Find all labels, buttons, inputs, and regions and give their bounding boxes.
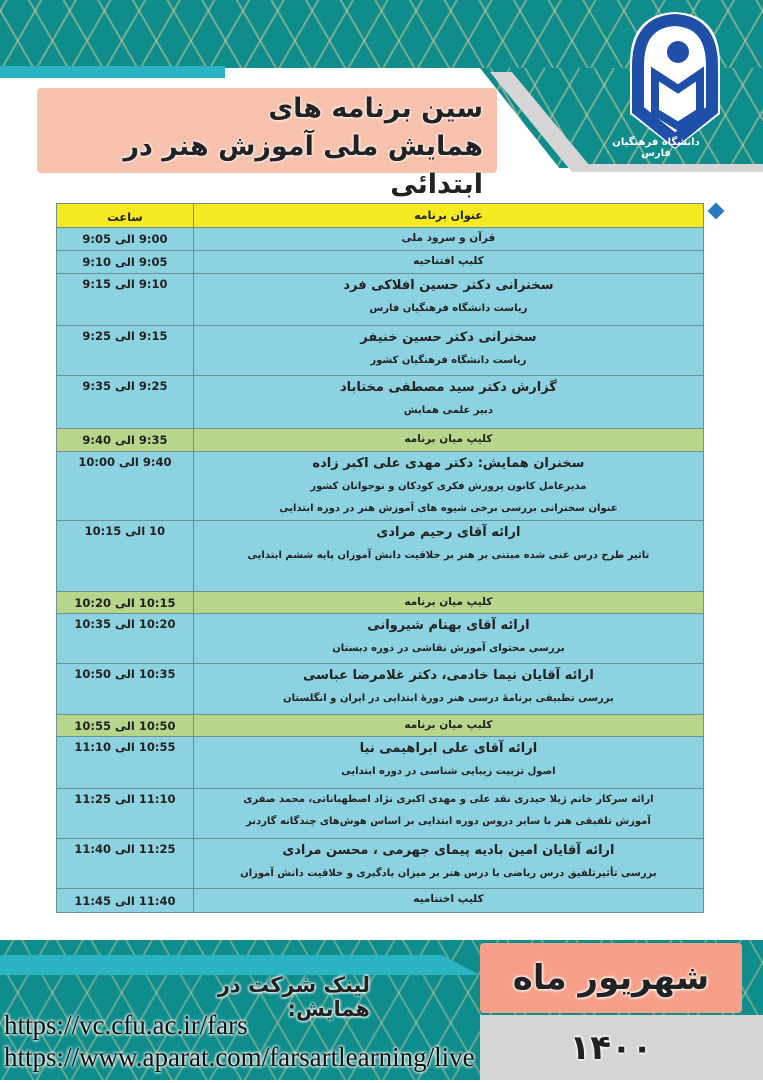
program-title-cell <box>193 228 703 251</box>
program-title-cell <box>193 376 703 429</box>
logo-caption: دانشگاه فرهنگیان فارس <box>612 137 700 159</box>
aparat-link[interactable]: https://www.aparat.com/farsartlearning/live <box>4 1042 475 1072</box>
time-cell: 9:25 الی 9:35 <box>57 376 194 429</box>
time-cell: 9:15 الی 9:25 <box>57 326 194 376</box>
program-title: ارائه آقای علی ابراهیمی نیا <box>359 741 538 756</box>
table-row <box>57 614 704 664</box>
program-subtitle: اصول تربیت زیبایی شناسی در دوره ابتدایی <box>341 766 556 777</box>
event-date: شهریور ماه ۱۴۰۰ <box>480 943 742 1013</box>
table-row <box>57 521 704 592</box>
table-row <box>57 251 704 274</box>
program-title-cell <box>193 452 703 521</box>
program-subtitle: تاثیر طرح درس غنی شده مبتنی بر هنر بر خلاقیت دانش آموزان پایه ششم ابتدایی <box>247 550 650 561</box>
program-title-cell <box>193 251 703 274</box>
time-cell: 10 الی 10:15 <box>57 521 194 592</box>
time-cell: 11:25 الی 11:40 <box>57 839 194 889</box>
time-cell: 11:40 الی 11:45 <box>57 889 194 913</box>
time-cell: 9:40 الی 10:00 <box>57 452 194 521</box>
table-row <box>57 376 704 429</box>
program-title-cell <box>193 664 703 715</box>
program-title-cell <box>193 889 703 913</box>
program-title: گزارش دکتر سید مصطفی مختاباد <box>339 380 557 395</box>
program-title: سخنرانی دکتر حسین افلاکی فرد <box>343 278 554 293</box>
program-subtitle: عنوان سخنرانی بررسی برخی شیوه های آموزش هنر در دوره ابتدایی <box>279 503 618 514</box>
program-title: کلیپ اختتامیه <box>413 893 484 905</box>
table-row <box>57 326 704 376</box>
time-cell: 10:20 الی 10:35 <box>57 614 194 664</box>
table-row <box>57 839 704 889</box>
vc-link[interactable]: https://vc.cfu.ac.ir/fars <box>4 1010 248 1040</box>
table-row <box>57 889 704 913</box>
title-line-1: سین برنامه های <box>268 93 483 124</box>
program-subtitle: آموزش تلفیقی هنر با سایر دروس دوره ابتدایی بر اساس هوش‌های چندگانه گاردنر <box>246 816 651 827</box>
time-cell: 10:50 الی 10:55 <box>57 715 194 737</box>
diamond-marker-icon <box>708 203 725 220</box>
program-title: کلیپ میان برنامه <box>404 719 493 731</box>
table-header-row <box>57 204 704 228</box>
time-cell: 10:35 الی 10:50 <box>57 664 194 715</box>
table-row <box>57 737 704 789</box>
program-title-cell <box>193 521 703 592</box>
program-title: ارائه آقای رحیم مرادی <box>376 525 521 540</box>
program-title: قرآن و سرود ملی <box>401 232 496 244</box>
program-title: ارائه آقایان نیما خادمی، دکتر غلامرضا عباسی <box>302 668 594 683</box>
university-logo-icon <box>600 4 750 154</box>
program-title: کلیپ میان برنامه <box>404 596 493 608</box>
program-subtitle: ریاست دانشگاه فرهنگیان کشور <box>370 355 527 366</box>
time-cell: 9:05 الی 9:10 <box>57 251 194 274</box>
table-row <box>57 664 704 715</box>
column-header-title: عنوان برنامه <box>193 204 703 228</box>
program-subtitle: ریاست دانشگاه فرهنگیان فارس <box>369 303 528 314</box>
program-title: ارائه آقای بهنام شیروانی <box>367 618 530 633</box>
table-row <box>57 715 704 737</box>
title-line-2: همایش ملی آموزش هنر در ابتدائی <box>123 131 483 200</box>
program-subtitle: بررسی تطبیقی برنامۀ درسی هنر دورۀ ابتدایی در ایران و انگلستان <box>283 693 614 704</box>
program-title: ارائه سرکار خانم ژیلا حیدری نقد علی و مهدی اکبری نژاد اصطهباناتی، محمد صفری <box>243 794 654 805</box>
program-title: سخنران همایش: دکتر مهدی علی اکبر زاده <box>312 456 585 471</box>
program-title-cell <box>193 429 703 452</box>
time-cell: 9:00 الی 9:05 <box>57 228 194 251</box>
time-cell: 9:10 الی 9:15 <box>57 274 194 326</box>
program-subtitle: دبیر علمی همایش <box>403 405 493 416</box>
time-cell: 10:55 الی 11:10 <box>57 737 194 789</box>
program-title: کلیپ افتتاحیه <box>413 255 484 267</box>
table-row <box>57 789 704 839</box>
program-subtitle: بررسی تأثیرتلفیق درس ریاضی با درس هنر بر میزان یادگیری و خلاقیت دانش آموزان <box>240 868 657 879</box>
column-header-time: ساعت <box>57 204 194 228</box>
program-title-cell <box>193 839 703 889</box>
footer-accent-strip <box>0 955 480 975</box>
program-title: ارائه آقایان امین بادیه پیمای جهرمی ، محسن مرادی <box>282 843 615 858</box>
schedule-table <box>56 203 704 913</box>
table-row <box>57 274 704 326</box>
program-title-cell <box>193 592 703 614</box>
table-row <box>57 429 704 452</box>
program-title: سخنرانی دکتر حسین خنیفر <box>360 330 537 345</box>
header-accent-strip <box>0 66 225 78</box>
table-row <box>57 452 704 521</box>
program-title-cell <box>193 789 703 839</box>
program-title: کلیپ میان برنامه <box>404 433 493 445</box>
time-cell: 9:35 الی 9:40 <box>57 429 194 452</box>
table-row <box>57 228 704 251</box>
table-row <box>57 592 704 614</box>
page-title <box>37 88 497 200</box>
program-title-cell <box>193 326 703 376</box>
program-title-cell <box>193 274 703 326</box>
program-title-cell <box>193 715 703 737</box>
program-subtitle: مدیرعامل کانون پرورش فکری کودکان و نوجوانان کشور <box>310 481 587 492</box>
program-subtitle: بررسی محتوای آموزش نقاشی در دوره دبستان <box>332 643 565 654</box>
time-cell: 10:15 الی 10:20 <box>57 592 194 614</box>
program-title-cell <box>193 614 703 664</box>
link-label: لینک شرکت در همایش: <box>217 973 370 1021</box>
time-cell: 11:10 الی 11:25 <box>57 789 194 839</box>
program-title-cell <box>193 737 703 789</box>
